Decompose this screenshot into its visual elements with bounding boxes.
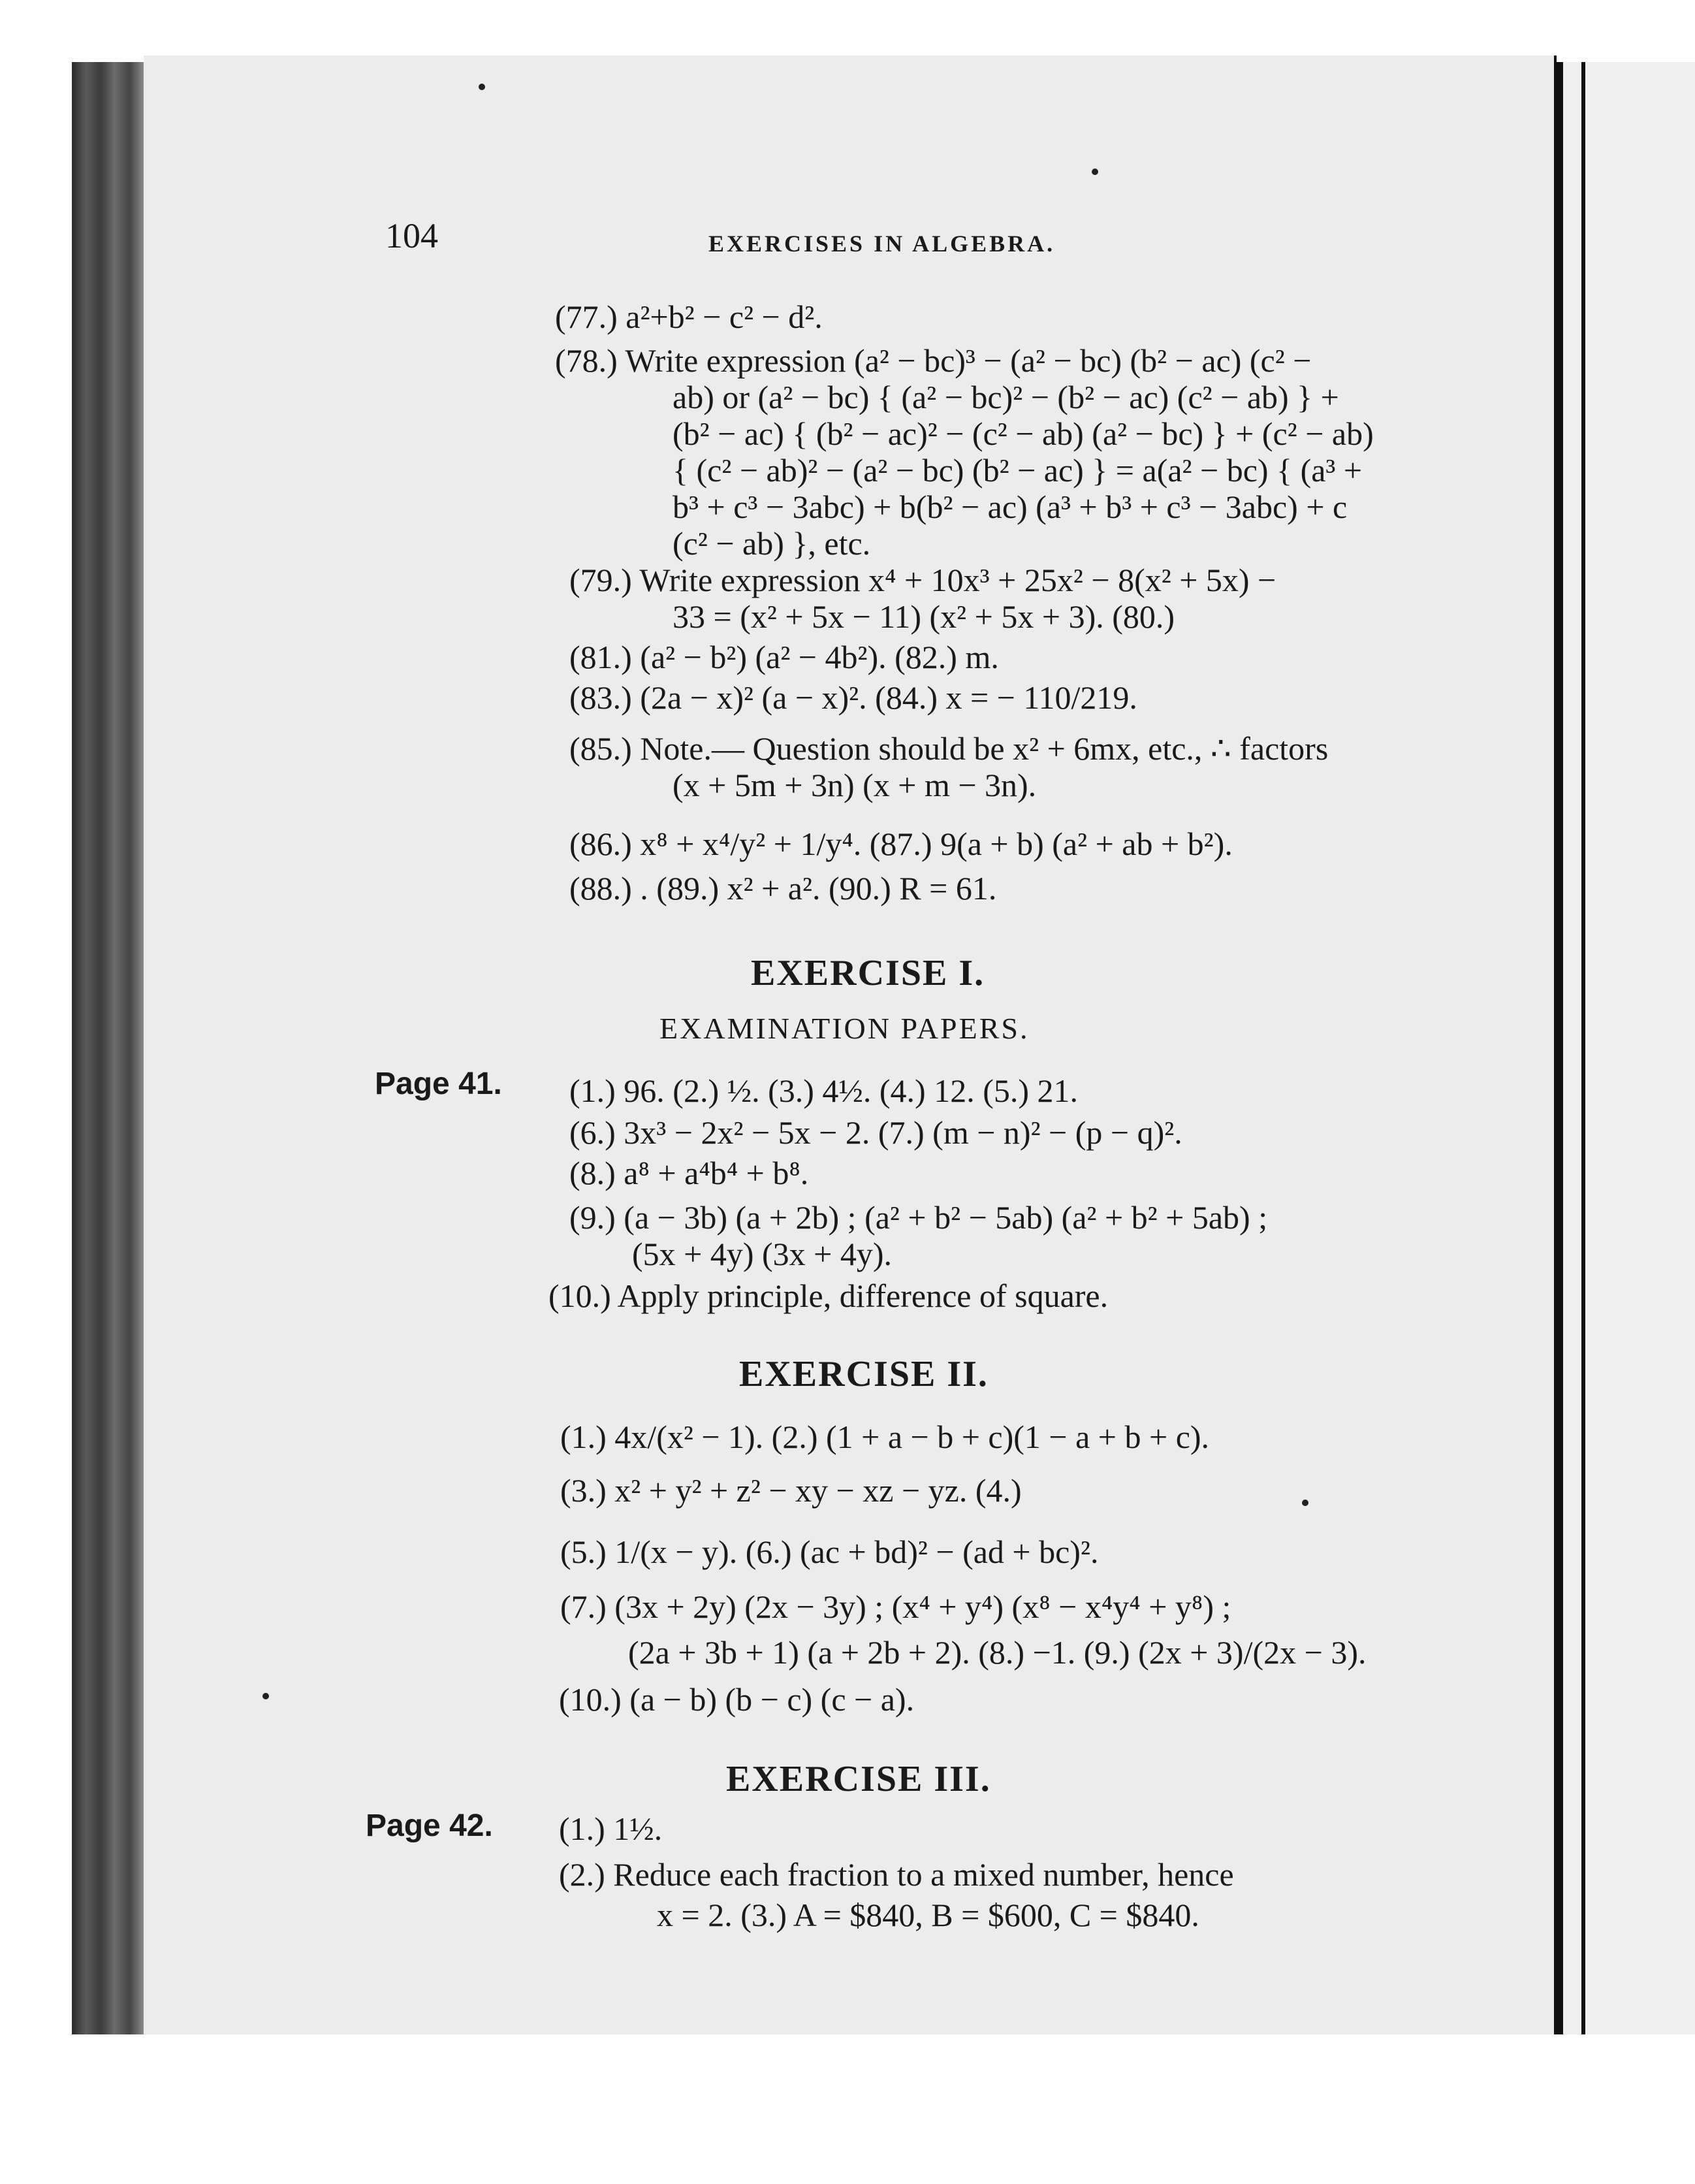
answer-line: (86.) x⁸ + x⁴/y² + 1/y⁴. (87.) 9(a + b) (a² + ab + b²). [569,826,1233,862]
answer-line: (88.) . (89.) x² + a². (90.) R = 61. [569,870,997,907]
answer-line: (77.) a²+b² − c² − d². [555,298,823,335]
answer-line: (81.) (a² − b²) (a² − 4b²). (82.) m. [569,639,999,675]
exercise-2-heading: EXERCISE II. [739,1354,989,1394]
answer-line: (x + 5m + 3n) (x + m − 3n). [673,767,1037,803]
answer-line: { (c² − ab)² − (a² − bc) (b² − ac) } = a(a² − bc) { (a³ + [673,452,1363,489]
answer-line: (7.) (3x + 2y) (2x − 3y) ; (x⁴ + y⁴) (x⁸ − x⁴y⁴ + y⁸) ; [560,1588,1231,1625]
answer-line: (10.) Apply principle, difference of square. [548,1277,1109,1314]
answer-line: (2.) Reduce each fraction to a mixed number, hence [559,1856,1234,1893]
print-speck [262,1693,269,1699]
print-speck [1302,1500,1308,1506]
exercise-1-subheading: EXAMINATION PAPERS. [659,1012,1030,1045]
answer-line: (8.) a⁸ + a⁴b⁴ + b⁸. [569,1155,809,1191]
print-speck [1092,169,1098,175]
answer-line: (5.) 1/(x − y). (6.) (ac + bd)² − (ad + bc)². [560,1534,1099,1570]
answer-line: (3.) x² + y² + z² − xy − xz − yz. (4.) [560,1472,1022,1509]
answer-line: 33 = (x² + 5x − 11) (x² + 5x + 3). (80.) [673,598,1175,635]
print-speck [479,84,485,90]
answer-line: x = 2. (3.) A = $840, B = $600, C = $840. [657,1897,1199,1933]
answer-line: (2a + 3b + 1) (a + 2b + 2). (8.) −1. (9.) (2x + 3)/(2x − 3). [628,1634,1367,1671]
page-42-label: Page 42. [366,1808,493,1843]
page-41-label: Page 41. [375,1067,502,1101]
answer-line: (5x + 4y) (3x + 4y). [632,1236,892,1272]
answer-line: (1.) 1½. [559,1810,663,1847]
answer-line: (b² − ac) { (b² − ac)² − (c² − ab) (a² − bc) } + (c² − ab) [673,415,1374,452]
running-title: EXERCISES IN ALGEBRA. [708,231,1056,257]
answer-line: (10.) (a − b) (b − c) (c − a). [559,1681,915,1718]
answer-line: (78.) Write expression (a² − bc)³ − (a² − bc) (b² − ac) (c² − [555,342,1312,379]
scan-margin-left [0,0,72,2184]
answer-line: (6.) 3x³ − 2x² − 5x − 2. (7.) (m − n)² − (p − q)². [569,1114,1182,1151]
next-page-edge [1557,62,1695,2034]
answer-line: b³ + c³ − 3abc) + b(b² − ac) (a³ + b³ + c³ − 3abc) + c [673,489,1348,525]
answer-line: (83.) (2a − x)² (a − x)². (84.) x = − 110/219. [569,679,1137,716]
answer-line: (9.) (a − 3b) (a + 2b) ; (a² + b² − 5ab) (a² + b² + 5ab) ; [569,1199,1268,1236]
exercise-3-heading: EXERCISE III. [726,1759,991,1799]
answer-line: (1.) 96. (2.) ½. (3.) 4½. (4.) 12. (5.) 21. [569,1072,1079,1109]
page-number: 104 [385,216,438,255]
answer-line: (85.) Note.— Question should be x² + 6mx, etc., ∴ factors [569,730,1329,767]
answer-line: ab) or (a² − bc) { (a² − bc)² − (b² − ac) (c² − ab) } + [673,379,1339,415]
answer-line: (1.) 4x/(x² − 1). (2.) (1 + a − b + c)(1 − a + b + c). [560,1419,1210,1455]
answer-line: (79.) Write expression x⁴ + 10x³ + 25x² − 8(x² + 5x) − [569,562,1276,598]
book-binding-edge [72,62,144,2034]
exercise-1-heading: EXERCISE I. [751,953,985,993]
answer-line: (c² − ab) }, etc. [673,525,871,562]
